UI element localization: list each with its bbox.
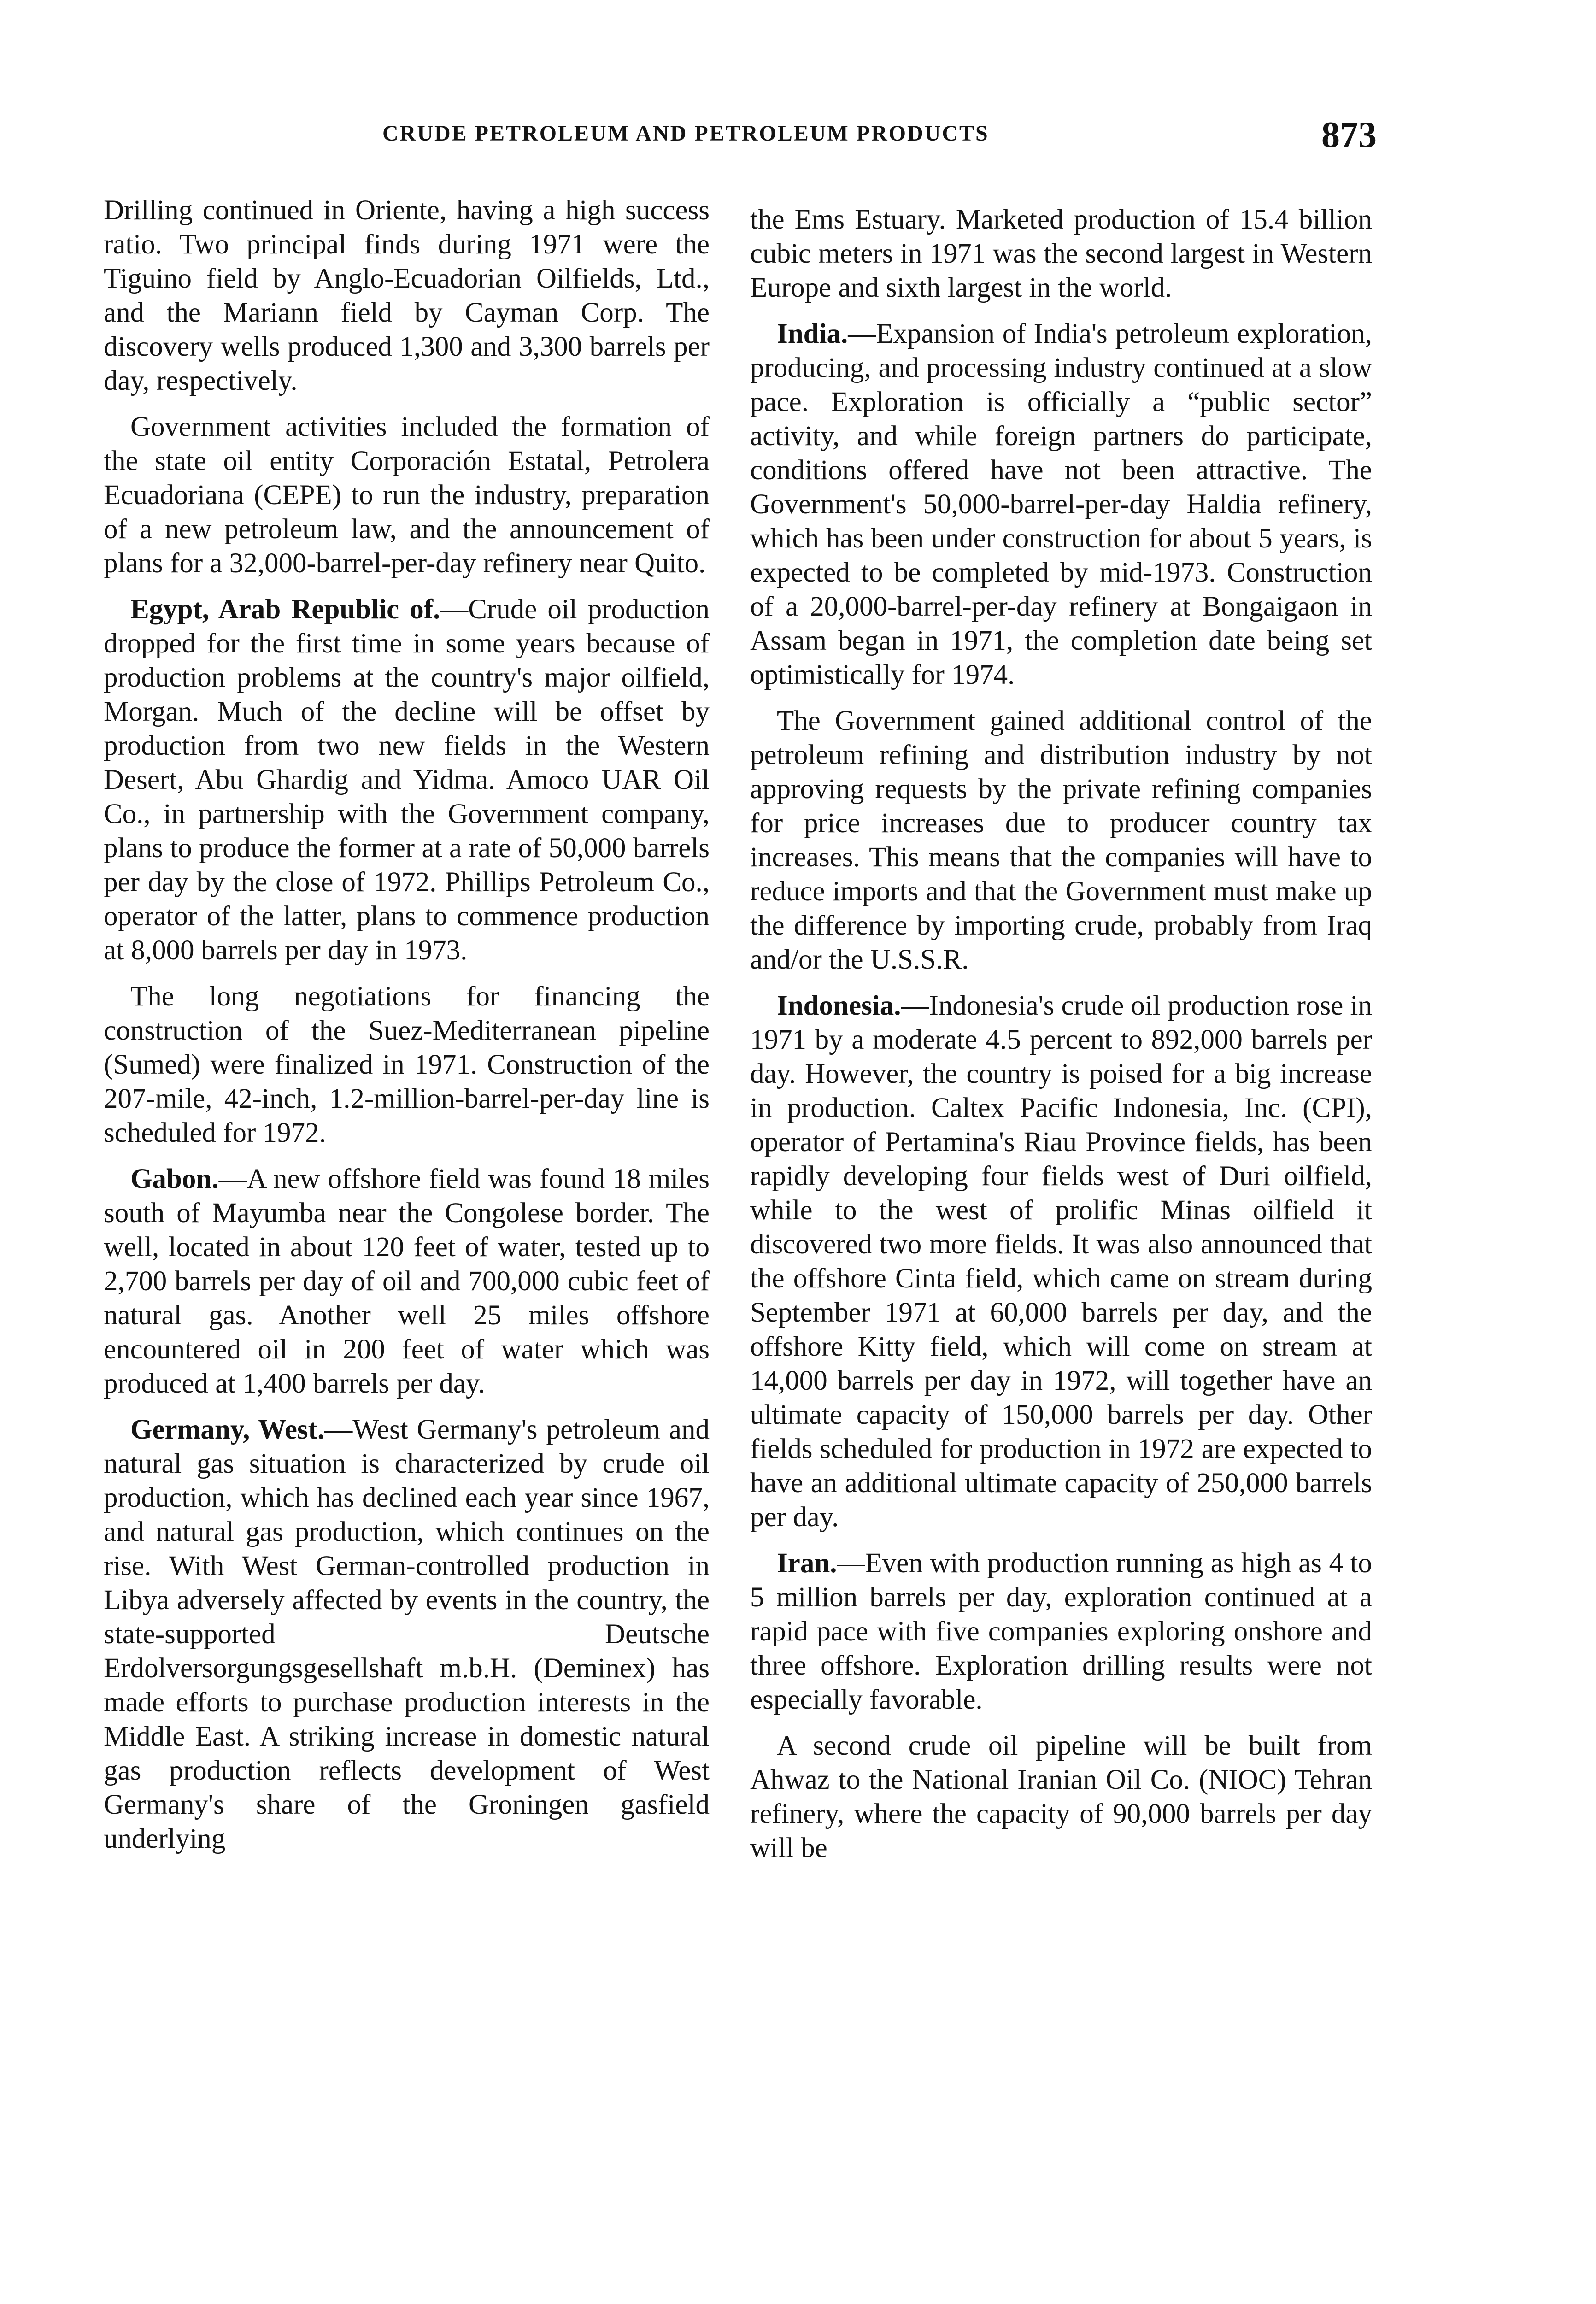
page-number: 873 <box>1321 115 1377 155</box>
paragraph-india-government: The Government gained additional control of the petroleum refining and distribution industry by not approving requests by the private refining companies for price increases due to producer country tax increases. This means that the companies will have to reduce imports and that the Government must make up the difference by importing crude, probably from Iraq and/or the U.S.S.R. <box>750 705 1372 975</box>
heading-iran: Iran. <box>777 1548 837 1579</box>
heading-indonesia: Indonesia. <box>777 990 901 1021</box>
heading-egypt: Egypt, Arab Republic of. <box>130 594 440 625</box>
paragraph-germany-continued: the Ems Estuary. Marketed production of 15.4 billion cubic meters in 1971 was the second largest in Western Europe and sixth largest in the world. <box>750 204 1372 303</box>
paragraph-egypt <box>104 593 710 968</box>
paragraph-west-germany <box>104 1413 710 1856</box>
left-column <box>104 194 710 1868</box>
paragraph-iran-pipeline: A second crude oil pipeline will be built from Ahwaz to the National Iranian Oil Co. (NIOC) Tehran refinery, where the capacity of 90,000 barrels per day will be <box>750 1730 1372 1863</box>
paragraph-ecuador-government: Government activities included the formation of the state oil entity Corporación Estatal, Petrolera Ecuadoriana (CEPE) to run the industry, preparation of a new petroleum law, and the announcement of plans for a 32,000-barrel-per-day refinery near Quito. <box>104 411 710 579</box>
paragraph-india-text: —Expansion of India's petroleum exploration, producing, and processing industry continued at a slow pace. Exploration is officially a “public sector” activity, and while foreign partners do participate, conditions offered have not been attractive. The Government's 50,000-barrel-per-day Haldia refinery, which has been under construction for about 5 years, is expected to be completed by mid-1973. Construction of a 20,000-barrel-per-day refinery at Bongaigaon in Assam began in 1971, the completion date being set optimistically for 1974. <box>750 318 1372 690</box>
paragraph-indonesia-text: —Indonesia's crude oil production rose in 1971 by a moderate 4.5 percent to 892,000 barrels per day. However, the country is poised for a big increase in production. Caltex Pacific Indonesia, Inc. (CPI), operator of Pertamina's Riau Province fields, has been rapidly developing four fields west of Duri oilfield, while to the west of prolific Minas oilfield it discovered two more fields. It was also announced that the offshore Cinta field, which came on stream during September 1971 at 60,000 barrels per day, and the offshore Kitty field, which will come on stream at 14,000 barrels per day in 1972, will together have an ultimate capacity of 150,000 barrels per day. Other fields scheduled for production in 1972 are expected to have an additional ultimate capacity of 250,000 barrels per day. <box>750 990 1372 1533</box>
paragraph-gabon <box>104 1162 710 1401</box>
paragraph-gabon-text: —A new offshore field was found 18 miles south of Mayumba near the Congolese border. The well, located in about 120 feet of water, tested up to 2,700 barrels per day of oil and 700,000 cubic feet of natural gas. Another well 25 miles offshore encountered oil in 200 feet of water which was produced at 1,400 barrels per day. <box>104 1164 710 1399</box>
heading-gabon: Gabon. <box>130 1164 219 1194</box>
paragraph-iran <box>750 1546 1372 1717</box>
heading-india: India. <box>777 318 848 349</box>
heading-west-germany: Germany, West. <box>130 1414 325 1445</box>
paragraph-iran-text: —Even with production running as high as 4 to 5 million barrels per day, exploration continued at a rapid pace with five companies exploring onshore and three offshore. Exploration drilling results were not especially favorable. <box>750 1548 1372 1715</box>
running-head: CRUDE PETROLEUM AND PETROLEUM PRODUCTS <box>382 121 989 146</box>
paragraph-india <box>750 317 1372 692</box>
right-column <box>750 203 1372 1877</box>
paragraph-suez-pipeline: The long negotiations for financing the construction of the Suez-Mediterranean pipeline (Sumed) were finalized in 1971. Construction of the 207-mile, 42-inch, 1.2-million-barrel-per-day line is scheduled for 1972. <box>104 981 710 1148</box>
paragraph-indonesia <box>750 989 1372 1534</box>
paragraph-ecuador-drilling: Drilling continued in Oriente, having a high success ratio. Two principal finds during 1971 were the Tiguino field by Anglo-Ecuadorian Oilfields, Ltd., and the Mariann field by Cayman Corp. The discovery wells produced 1,300 and 3,300 barrels per day, respectively. <box>104 195 710 396</box>
paragraph-egypt-text: —Crude oil production dropped for the first time in some years because of production problems at the country's major oilfield, Morgan. Much of the decline will be offset by production from two new fields in the Western Desert, Abu Ghardig and Yidma. Amoco UAR Oil Co., in partnership with the Government company, plans to produce the former at a rate of 50,000 barrels per day by the close of 1972. Phillips Petroleum Co., operator of the latter, plans to commence production at 8,000 barrels per day in 1973. <box>104 594 710 966</box>
paragraph-west-germany-text: —West Germany's petroleum and natural gas situation is characterized by crude oil production, which has declined each year since 1967, and natural gas production, which continues on the rise. With West German-controlled production in Libya adversely affected by events in the country, the state-supported Deutsche Erdolversorgungsgesellshaft m.b.H. (Deminex) has made efforts to purchase production interests in the Middle East. A striking increase in domestic natural gas production reflects development of West Germany's share of the Groningen gasfield underlying <box>104 1414 710 1854</box>
